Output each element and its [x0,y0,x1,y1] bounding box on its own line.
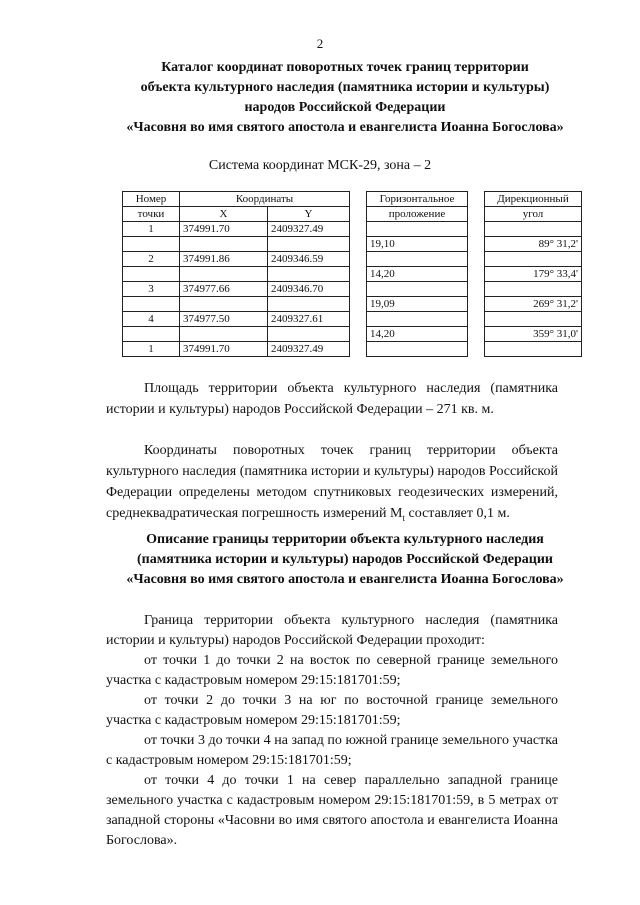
point-number-cell: 1 [123,342,180,357]
point-number-cell: 1 [123,222,180,237]
table-row [123,297,582,312]
angle-cell: 179° 33,4' [485,267,582,282]
description-title-line: (памятника истории и культуры) народов Российской Федерации [137,552,553,567]
header-x: X [180,207,268,222]
catalog-title-line: Каталог координат поворотных точек границ территории [161,60,529,75]
table-row [123,222,582,237]
table-row [123,237,582,252]
table-row [123,342,582,357]
catalog-title [60,58,630,138]
length-cell: 14,20 [367,327,468,342]
table-row [123,327,582,342]
point-number-cell: 2 [123,252,180,267]
angle-cell: 269° 31,2' [485,297,582,312]
length-cell: 19,10 [367,237,468,252]
y-cell: 2409346.59 [268,252,350,267]
x-cell: 374977.50 [180,312,268,327]
table-row [123,252,582,267]
x-cell: 374991.70 [180,342,268,357]
header-point-number: Номер [123,192,180,207]
table-row [123,267,582,282]
description-title-line: «Часовня во имя святого апостола и евангелиста Иоанна Богослова» [126,572,564,587]
header-point-number-2: точки [123,207,180,222]
x-cell: 374991.86 [180,252,268,267]
point-number-cell: 3 [123,282,180,297]
x-cell: 374977.66 [180,282,268,297]
y-cell: 2409327.49 [268,342,350,357]
table-header-row [123,207,582,222]
angle-cell: 89° 31,2' [485,237,582,252]
coordinate-system: Система координат МСК-29, зона – 2 [208,158,432,173]
header-y: Y [268,207,350,222]
length-cell: 19,09 [367,297,468,312]
table-row [123,312,582,327]
boundary-item: от точки 2 до точки 3 на юг по восточной границе земельного участка с кадастровым номером 29:15:181701:59; [106,693,558,728]
boundary-intro: Граница территории объекта культурного наследия (памятника истории и культуры) народов Российской Федерации проходит: [106,613,558,648]
header-horizontal: Горизонтальное [367,192,468,207]
header-coordinates: Координаты [180,192,350,207]
method-text-end: составляет 0,1 м. [405,506,510,521]
point-number-cell: 4 [123,312,180,327]
method-paragraph [106,440,558,529]
description-title-line: Описание границы территории объекта культурного наследия [146,532,544,547]
header-direction: Дирекционный [485,192,582,207]
y-cell: 2409327.61 [268,312,350,327]
y-cell: 2409346.70 [268,282,350,297]
catalog-title-line: народов Российской Федерации [244,100,446,115]
description-title [60,530,630,590]
area-paragraph: Площадь территории объекта культурного наследия (памятника истории и культуры) народов Российской Федерации – 271 кв. м. [106,381,558,417]
method-text: Координаты поворотных точек границ территории объекта культурного наследия (памятника истории и культуры) народов Российской Федерации определены методом спутниковых геодезических измерений, среднеквадратическая погрешность измерений M [106,443,558,521]
method-subscript: t [402,512,405,523]
catalog-title-line: «Часовня во имя святого апостола и евангелиста Иоанна Богослова» [126,120,564,135]
table-row [123,282,582,297]
table-header-row [123,192,582,207]
boundary-item: от точки 3 до точки 4 на запад по южной границе земельного участка с кадастровым номером 29:15:181701:59; [106,733,558,768]
y-cell: 2409327.49 [268,222,350,237]
page-number: 2 [316,36,324,51]
boundary-item: от точки 4 до точки 1 на север параллельно западной границе земельного участка с кадастровым номером 29:15:181701:59, в 5 метрах от западной стороны «Часовни во имя святого апостола и евангелиста Иоанна Богослова». [106,773,558,848]
boundary-item: от точки 1 до точки 2 на восток по северной границе земельного участка с кадастровым номером 29:15:181701:59; [106,653,558,688]
header-horizontal-2: проложение [367,207,468,222]
header-direction-2: угол [485,207,582,222]
catalog-title-line: объекта культурного наследия (памятника истории и культуры) [140,80,550,95]
x-cell: 374991.70 [180,222,268,237]
angle-cell: 359° 31,0' [485,327,582,342]
coordinates-table [122,191,582,357]
length-cell: 14,20 [367,267,468,282]
